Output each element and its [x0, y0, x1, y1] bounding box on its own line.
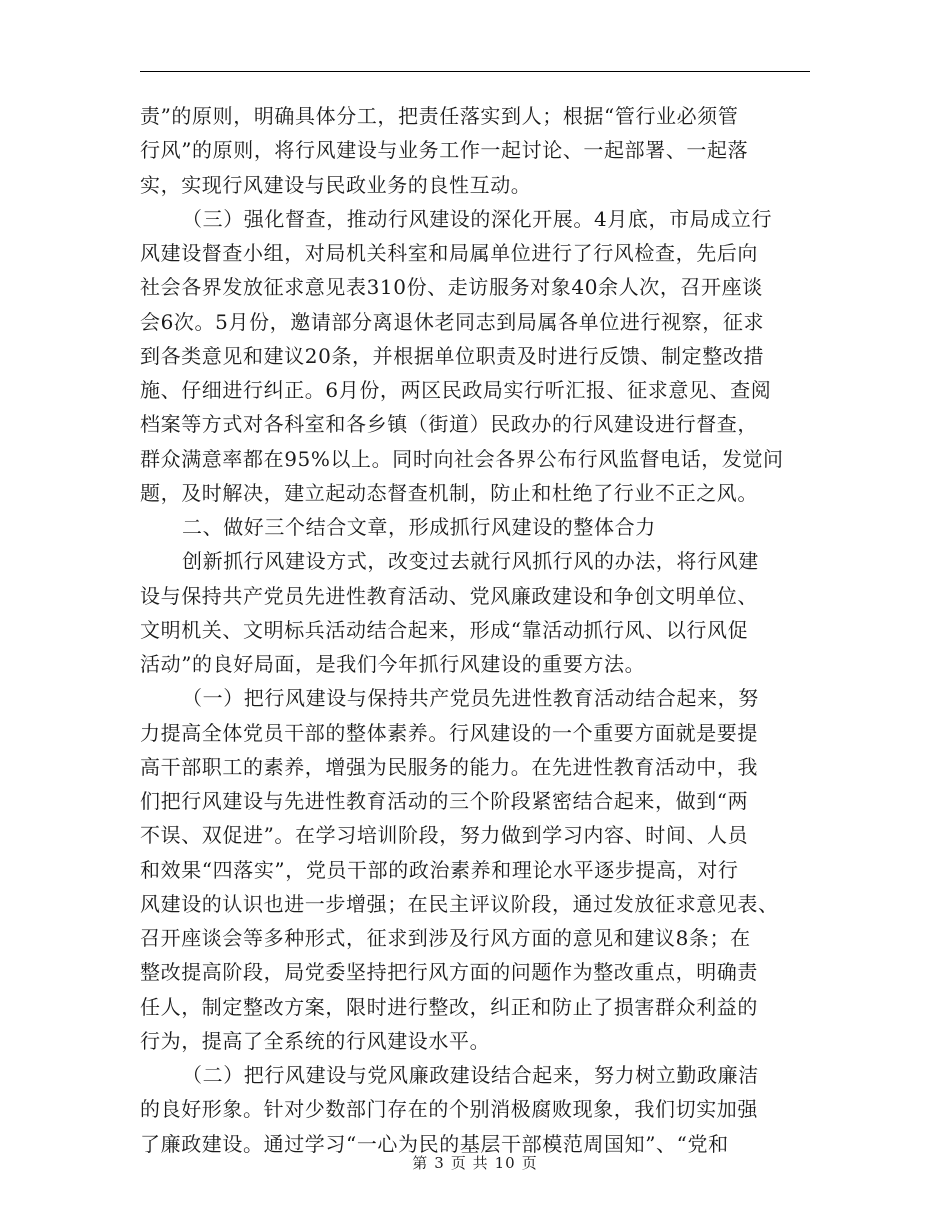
- text-line: 们把行风建设与先进性教育活动的三个阶段紧密结合起来，做到“两: [140, 789, 749, 813]
- text-line: （二）把行风建设与党风廉政建设结合起来，努力树立勤政廉洁: [182, 1063, 759, 1087]
- text-line: 责”的原则，明确具体分工，把责任落实到人；根据“管行业必须管: [140, 104, 739, 128]
- header-rule: [140, 71, 810, 72]
- text-line: 任人，制定整改方案，限时进行整改，纠正和防止了损害群众利益的: [140, 994, 758, 1019]
- text-line: 风建设的认识也进一步增强；在民主评议阶段，通过发放征求意见表、: [140, 891, 779, 916]
- text-line: 高干部职工的素养，增强为民服务的能力。在先进性教育活动中，我: [140, 754, 758, 779]
- text-line: 力提高全体党员干部的整体素养。行风建设的一个重要方面就是要提: [140, 720, 758, 745]
- text-line: 召开座谈会等多种形式，征求到涉及行风方面的意见和建议8条；在: [140, 926, 751, 950]
- text-line: 二、做好三个结合文章，形成抓行风建设的整体合力: [182, 515, 656, 539]
- text-line: 活动”的良好局面，是我们今年抓行风建设的重要方法。: [140, 652, 646, 676]
- text-line: 了廉政建设。通过学习“一心为民的基层干部模范周国知”、“党和: [140, 1131, 729, 1156]
- text-line: 施、仔细进行纠正。6月份，两区民政局实行听汇报、征求意见、查阅: [140, 378, 772, 402]
- text-line: 风建设督查小组，对局机关科室和局属单位进行了行风检查，先后向: [140, 241, 758, 265]
- footer-page-number: 3: [434, 1154, 445, 1172]
- text-line: 文明机关、文明标兵活动结合起来，形成“靠活动抓行风、以行风促: [140, 617, 749, 642]
- text-line: 档案等方式对各科室和各乡镇（街道）民政办的行风建设进行督查，: [140, 412, 758, 437]
- footer-prefix: 第: [412, 1154, 429, 1172]
- text-line: 创新抓行风建设方式，改变过去就行风抓行风的办法，将行风建: [182, 549, 759, 574]
- text-line: 行风”的原则，将行风建设与业务工作一起讨论、一起部署、一起落: [140, 138, 749, 163]
- text-line: 群众满意率都在95%以上。同时向社会各界公布行风监督电话，发觉问: [140, 446, 784, 471]
- text-line: 的良好形象。针对少数部门存在的个别消极腐败现象，我们切实加强: [140, 1097, 758, 1122]
- text-line: 题，及时解决，建立起动态督查机制，防止和杜绝了行业不正之风。: [140, 480, 758, 505]
- footer-suffix: 页: [521, 1154, 538, 1172]
- footer-mid: 页 共: [450, 1154, 489, 1172]
- text-line: （三）强化督查，推动行风建设的深化开展。4月底，市局成立行: [182, 206, 773, 231]
- text-line: 实，实现行风建设与民政业务的良性互动。: [140, 172, 532, 197]
- text-line: 到各类意见和建议20条，并根据单位职责及时进行反馈、制定整改措: [140, 343, 765, 368]
- text-line: 整改提高阶段，局党委坚持把行风方面的问题作为整改重点，明确责: [140, 960, 758, 985]
- text-line: 设与保持共产党员先进性教育活动、党风廉政建设和争创文明单位、: [140, 583, 758, 608]
- document-body: [140, 99, 812, 1161]
- footer-total-pages: 10: [494, 1154, 516, 1172]
- text-line: 会6次。5月份，邀请部分离退休老同志到局属各单位进行视察，征求: [140, 309, 765, 334]
- text-line: 社会各界发放征求意见表310份、走访服务对象40余人次，召开座谈: [140, 275, 763, 300]
- page-footer: [0, 1152, 950, 1173]
- text-line: 不误、双促进”。在学习培训阶段，努力做到学习内容、时间、人员: [140, 823, 749, 848]
- text-line: 和效果“四落实”，党员干部的政治素养和理论水平逐步提高，对行: [140, 857, 739, 882]
- text-line: （一）把行风建设与保持共产党员先进性教育活动结合起来，努: [182, 686, 759, 711]
- text-line: 行为，提高了全系统的行风建设水平。: [140, 1028, 491, 1053]
